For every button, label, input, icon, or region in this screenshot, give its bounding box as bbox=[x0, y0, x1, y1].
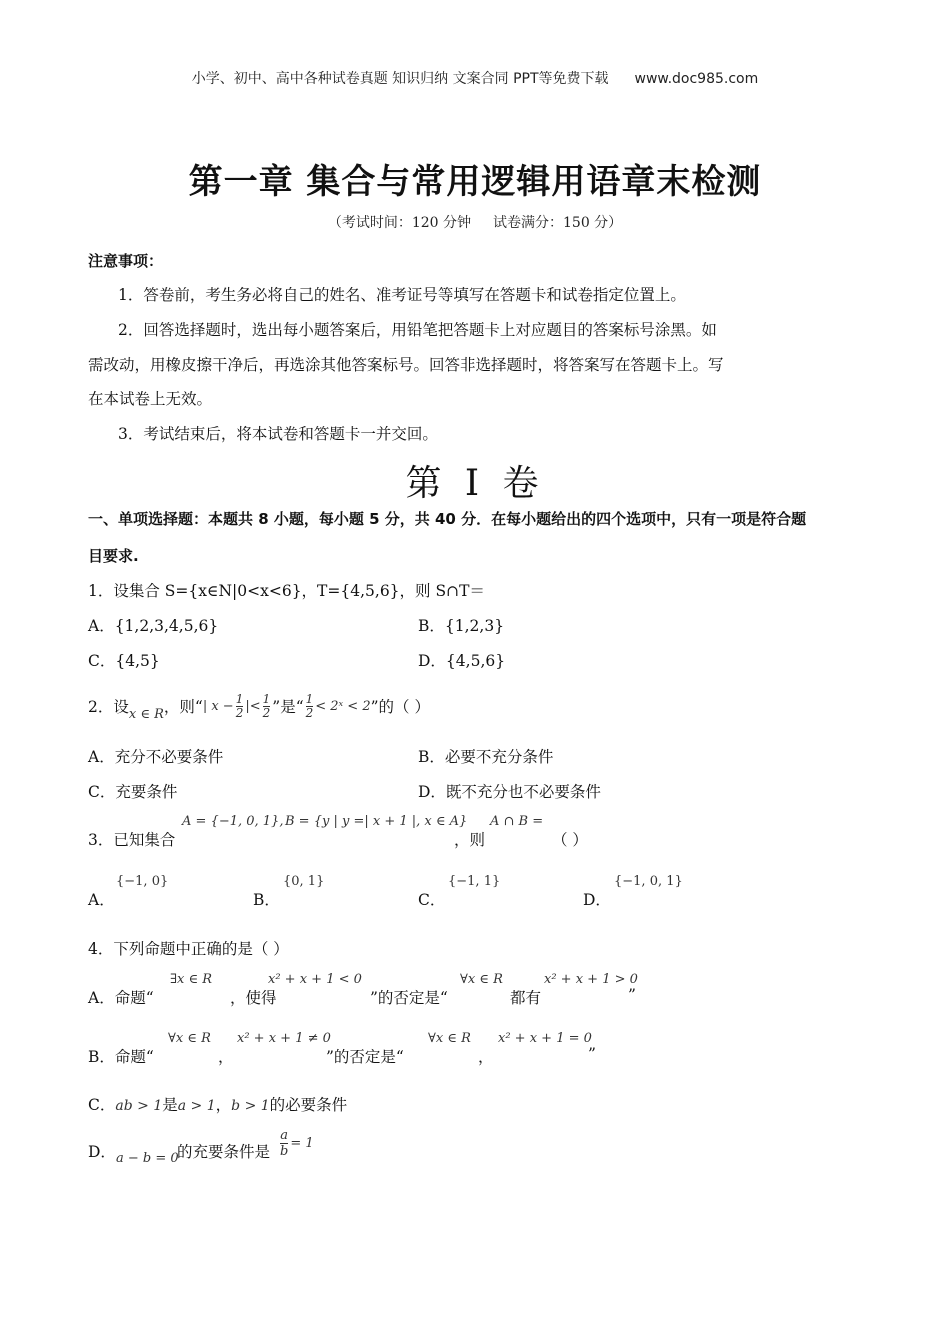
question-2-option-a: A．充分不必要条件 bbox=[88, 748, 224, 766]
exam-time: （考试时间：120 分钟 bbox=[327, 215, 471, 231]
note-item-3: 3．考试结束后，将本试卷和答题卡一并交回。 bbox=[118, 425, 438, 443]
header-ad-text: 小学、初中、高中各种试卷真题 知识归纳 文案合同 PPT等免费下载 bbox=[191, 71, 609, 87]
question-4-option-a-math2: x² + x + 1 < 0 bbox=[268, 972, 362, 987]
question-4-option-b-math1: ∀x ∈ R bbox=[168, 1031, 211, 1046]
question-4-option-d-prefix: D． bbox=[88, 1143, 116, 1161]
page-header bbox=[0, 68, 950, 88]
exam-info bbox=[0, 212, 950, 232]
notes-heading: 注意事项： bbox=[88, 252, 164, 270]
question-4-option-b-prefix: B．命题“ bbox=[88, 1048, 154, 1066]
question-3-option-b-value: {0, 1} bbox=[283, 874, 325, 889]
question-2-option-c: C．充要条件 bbox=[88, 783, 178, 801]
question-4-option-a-neg: ”的否定是“ bbox=[370, 989, 448, 1007]
question-4-option-a-end: ” bbox=[628, 986, 636, 1004]
question-4-option-d-fraction: $\frac{a}{b}$ = 1 bbox=[280, 1128, 314, 1159]
note-item-1: 1．答卷前，考生务必将自己的姓名、准考证号等填写在答题卡和试卷指定位置上。 bbox=[118, 286, 686, 304]
question-2-option-d: D．既不充分也不必要条件 bbox=[418, 783, 601, 801]
question-3-set-b: B = {y | y =| x + 1 |, x ∈ A} bbox=[285, 814, 468, 829]
question-4-option-b-comma: ， bbox=[218, 1048, 234, 1066]
question-4-stem: 4．下列命题中正确的是（ ） bbox=[88, 940, 289, 958]
question-4-option-a-mid: ，使得 bbox=[230, 989, 277, 1007]
note-item-2: 2．回答选择题时，选出每小题答案后，用铅笔把答题卡上对应题目的答案标号涂黑。如 bbox=[118, 321, 717, 339]
question-3-option-d: D． bbox=[583, 891, 611, 909]
volume-heading: 第 I 卷 bbox=[405, 463, 545, 504]
section-heading-cont: 目要求. bbox=[88, 547, 139, 565]
question-4-option-b-math2: x² + x + 1 ≠ 0 bbox=[237, 1031, 331, 1046]
question-3-option-d-value: {−1, 0, 1} bbox=[614, 874, 683, 889]
question-4-option-a-math3: ∀x ∈ R bbox=[460, 972, 503, 987]
question-4-option-b-end: ” bbox=[588, 1045, 596, 1063]
question-3-label: 3．已知集合 bbox=[88, 831, 176, 849]
page-title: 第一章 集合与常用逻辑用语章末检测 bbox=[188, 162, 762, 202]
question-3-option-c-value: {−1, 1} bbox=[448, 874, 501, 889]
note-item-2-cont: 需改动，用橡皮擦干净后，再选涂其他答案标号。回答非选择题时，将答案写在答题卡上。写 bbox=[88, 356, 724, 374]
question-4-option-c: C． ab > 1 是 a > 1 ， b > 1 的必要条件 bbox=[88, 1096, 348, 1114]
question-3-set-a: A = {−1, 0, 1}, bbox=[182, 814, 284, 829]
exam-score: 试卷满分：150 分） bbox=[493, 215, 623, 231]
question-4-option-b-math3: ∀x ∈ R bbox=[428, 1031, 471, 1046]
question-4-option-a-math4: x² + x + 1 > 0 bbox=[544, 972, 638, 987]
question-1-option-c: C．{4,5} bbox=[88, 652, 160, 670]
question-1-option-a: A．{1,2,3,4,5,6} bbox=[88, 617, 219, 635]
question-4-option-b-math4: x² + x + 1 = 0 bbox=[498, 1031, 592, 1046]
question-3-expr: A ∩ B = bbox=[490, 814, 544, 829]
note-item-2-end: 在本试卷上无效。 bbox=[88, 390, 213, 408]
question-3-then: ，则 bbox=[454, 831, 486, 849]
question-3-option-a-value: {−1, 0} bbox=[116, 874, 169, 889]
question-4-option-b-neg: ”的否定是“ bbox=[326, 1048, 404, 1066]
question-1-option-d: D．{4,5,6} bbox=[418, 652, 506, 670]
question-4-option-a-math1: ∃x ∈ R bbox=[170, 972, 213, 987]
question-3-option-b: B． bbox=[253, 891, 280, 909]
question-4-option-b-comma2: ， bbox=[478, 1048, 494, 1066]
header-site-link[interactable]: www.doc985.com bbox=[634, 71, 759, 87]
section-heading: 一、单项选择题：本题共 8 小题，每小题 5 分，共 40 分．在每小题给出的四个选项中，只有一项是符合题 bbox=[88, 510, 807, 528]
question-3-option-a: A． bbox=[88, 891, 115, 909]
question-4-option-a-prefix: A．命题“ bbox=[88, 989, 154, 1007]
question-1-stem: 1．设集合 S={x∈N|0<x<6}，T={4,5,6}，则 S∩T＝ bbox=[88, 582, 485, 600]
question-3-option-c: C． bbox=[418, 891, 446, 909]
question-2-stem: 2．设 x ∈ R ，则“ | x − $\frac{1}{2}$ |< $\frac{1}{2}$ ”是“ $\frac{1}{2}$ < 2ˣ < 2 ”的（ ） bbox=[88, 691, 430, 722]
question-4-option-d-math1: a − b = 0 bbox=[116, 1151, 179, 1166]
question-4-option-d-mid: 的充要条件是 bbox=[177, 1143, 271, 1161]
question-1-option-b: B．{1,2,3} bbox=[418, 617, 505, 635]
question-3-paren: （ ） bbox=[552, 831, 588, 849]
question-4-option-a-all: 都有 bbox=[510, 989, 542, 1007]
question-2-option-b: B．必要不充分条件 bbox=[418, 748, 554, 766]
